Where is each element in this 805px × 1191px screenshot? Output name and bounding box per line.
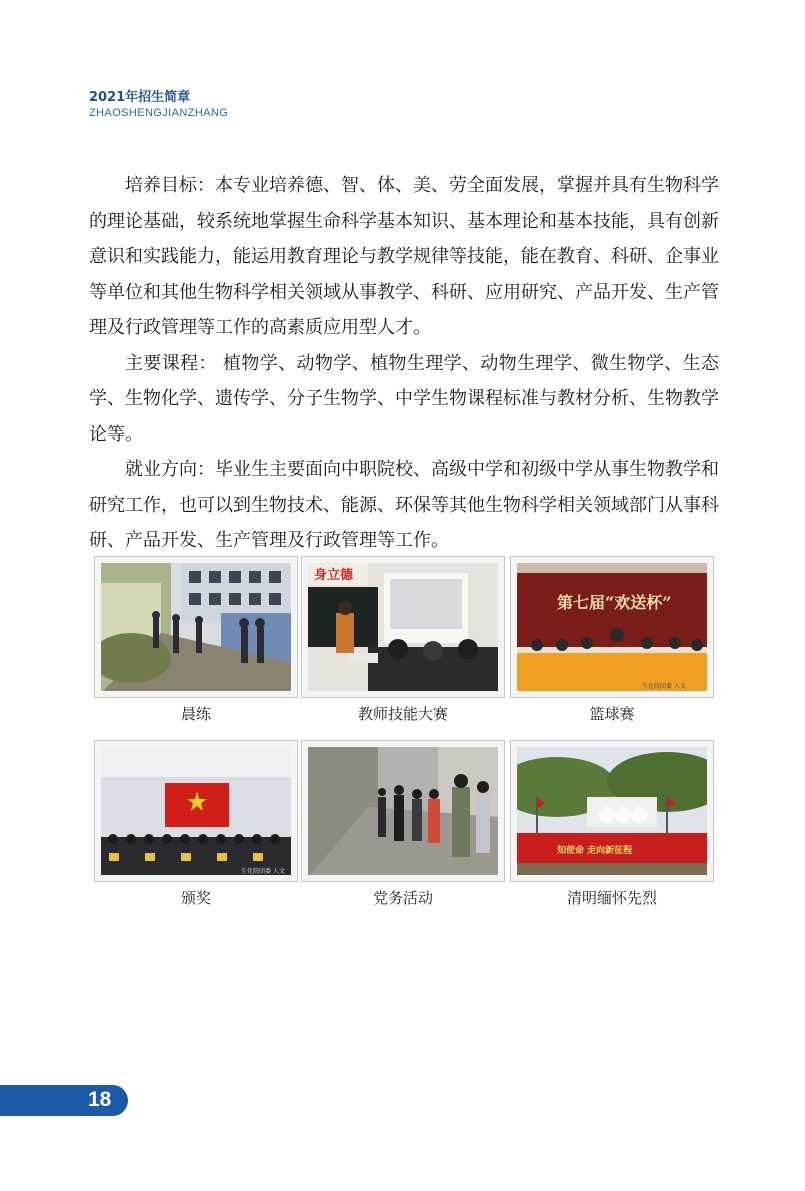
page-number: 18: [88, 1088, 112, 1111]
caption-teacher-skills-contest: 教师技能大赛: [357, 705, 448, 723]
photo-qingming-memorial: [510, 740, 714, 882]
caption-morning-exercise: 晨练: [180, 705, 211, 723]
qingming-memorial-image: [517, 747, 707, 875]
teacher-skills-contest-image: [308, 563, 498, 691]
paragraph-training-goal: 培养目标：本专业培养德、智、体、美、劳全面发展，掌握并具有生物科学的理论基础，较系统地掌握生命科学基本知识、基本理论和基本技能，具有创新意识和实践能力，能运用教育理论与教学规律等技能，能在教育、科研、企事业等单位和其他生物科学相关领域从事教学、科研、应用研究、产品开发、生产管理及行政管理等工作的高素质应用型人才。: [89, 175, 719, 338]
caption-party-activity: 党务活动: [372, 889, 433, 907]
party-activity-image: [308, 747, 498, 875]
paragraph-main-courses: 主要课程： 植物学、动物学、植物生理学、动物生理学、微生物学、生态学、生物化学、遗传学、分子生物学、中学生物课程标准与教材分析、生物教学论等。: [89, 352, 719, 445]
caption-qingming-memorial: 清明缅怀先烈: [566, 889, 657, 907]
memorial-banner: 知使命 走向新征程: [557, 846, 633, 856]
photo-watermark: 生化院团委 人文: [241, 868, 285, 875]
classroom-sign: 身立德: [314, 568, 354, 583]
morning-exercise-image: [101, 563, 291, 691]
photo-teacher-skills-contest: [301, 556, 505, 698]
body-text: [89, 168, 719, 559]
caption-award-ceremony: 颁奖: [180, 889, 211, 907]
photo-morning-exercise: [94, 556, 298, 698]
photo-basketball-match: [510, 556, 714, 698]
event-banner: 第七届“欢送杯”: [557, 593, 672, 612]
caption-basketball-match: 篮球赛: [589, 705, 635, 723]
paragraph-employment: 就业方向：毕业生主要面向中职院校、高级中学和初级中学从事生物教学和研究工作，也可以到生物技术、能源、环保等其他生物科学相关领域部门从事科研、产品开发、生产管理及行政管理等工作。: [89, 459, 719, 551]
award-ceremony-image: [101, 747, 291, 875]
basketball-match-image: [517, 563, 707, 691]
running-header: [89, 90, 228, 120]
photo-watermark: 生化院团委 人文: [642, 683, 686, 690]
header-title: 2021年招生简章: [89, 90, 191, 105]
photo-award-ceremony: [94, 740, 298, 882]
photo-party-activity: [301, 740, 505, 882]
header-subtitle: ZHAOSHENGJIANZHANG: [89, 107, 229, 119]
